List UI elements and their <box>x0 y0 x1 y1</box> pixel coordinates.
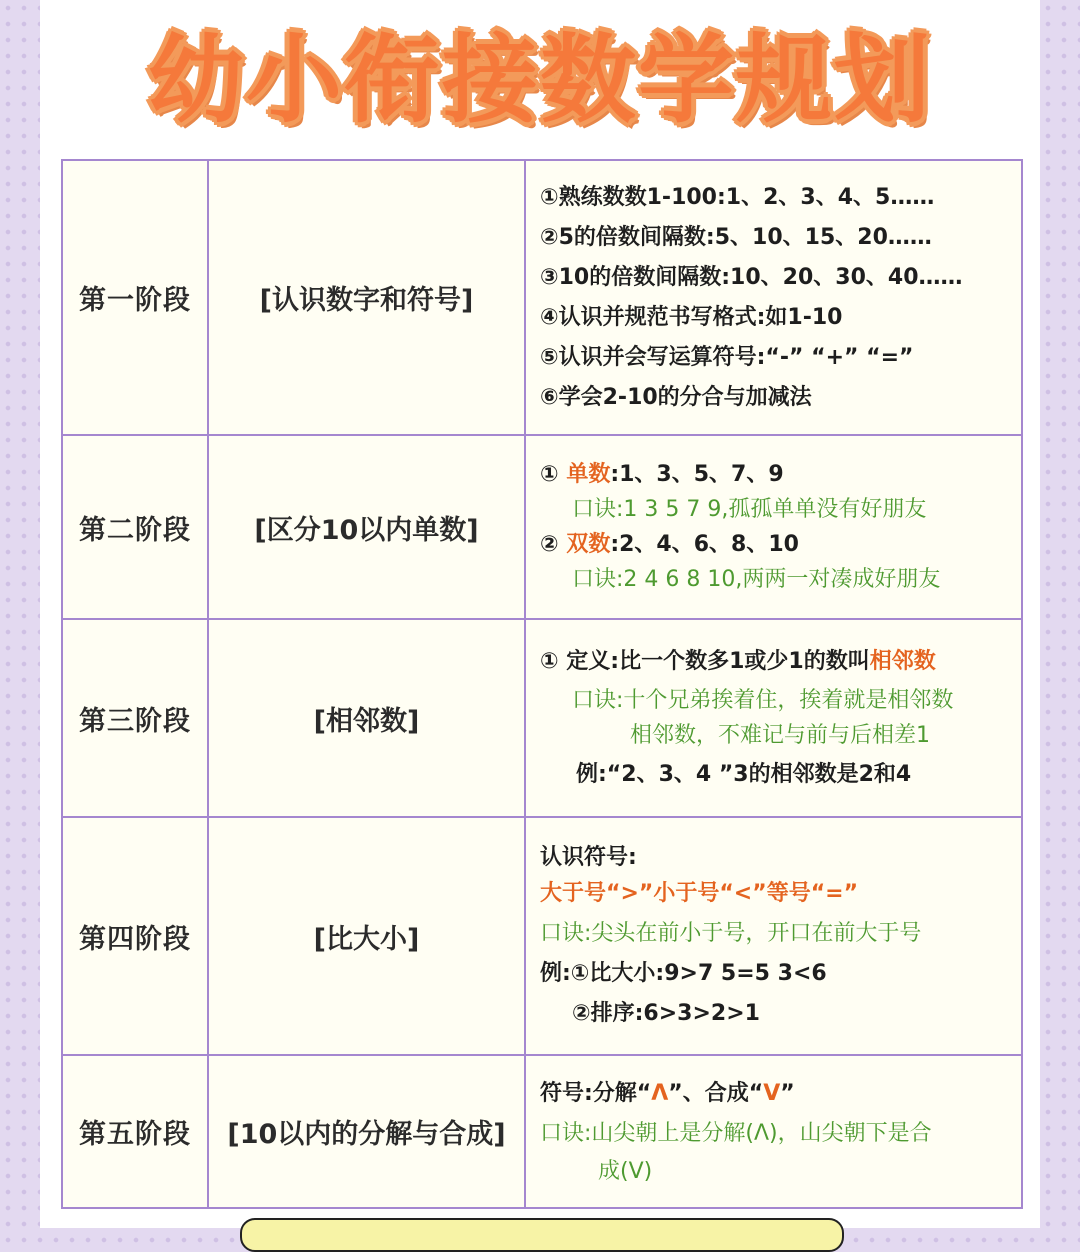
stage-details <box>525 435 1022 619</box>
odd-values: :1、3、5、7、9 <box>610 462 784 487</box>
merge-symbol: V <box>763 1081 781 1106</box>
page-title: 幼小衔接数学规划 <box>148 24 932 136</box>
detail-line <box>540 457 1011 492</box>
table-row <box>62 619 1022 817</box>
stage-topic: [比大小] <box>208 817 525 1055</box>
item-number: ① <box>540 462 559 487</box>
plan-table <box>61 159 1023 1209</box>
table-row <box>62 160 1022 435</box>
even-label: 双数 <box>566 532 611 557</box>
detail-line: 认识符号: <box>540 845 637 870</box>
odd-label: 单数 <box>566 462 611 487</box>
stage-label: 第三阶段 <box>62 619 208 817</box>
stage-details <box>525 817 1022 1055</box>
detail-line: ⑤认识并会写运算符号:“-” “+” “=” <box>540 344 914 370</box>
stage-topic: [相邻数] <box>208 619 525 817</box>
symbol-text: 符号:分解“ <box>540 1081 652 1106</box>
stage-details <box>525 160 1022 435</box>
stage-label: 第五阶段 <box>62 1055 208 1208</box>
rhyme-line: 口诀:尖头在前小于号，开口在前大于号 <box>540 921 922 946</box>
detail-line: ②5的倍数间隔数:5、10、15、20…… <box>540 224 932 250</box>
stage-label: 第二阶段 <box>62 435 208 619</box>
rhyme-line: 口诀:十个兄弟挨着住，挨着就是相邻数 <box>572 688 954 713</box>
rhyme-line: 口诀:1 3 5 7 9,孤孤单单没有好朋友 <box>572 497 927 522</box>
split-symbol: Λ <box>651 1081 669 1106</box>
detail-line <box>540 644 1011 679</box>
stage-topic: [10以内的分解与合成] <box>208 1055 525 1208</box>
detail-line: ④认识并规范书写格式:如1-10 <box>540 304 843 330</box>
detail-line <box>540 527 1011 562</box>
example-line: 例:“2、3、4 ”3的相邻数是2和4 <box>576 762 912 787</box>
definition-text: ① 定义:比一个数多1或少1的数叫 <box>540 649 870 674</box>
rhyme-line: 成(V) <box>598 1159 653 1184</box>
table-row <box>62 817 1022 1055</box>
symbols-line: 大于号“>”小于号“<”等号“=” <box>540 881 859 906</box>
detail-line: ③10的倍数间隔数:10、20、30、40…… <box>540 264 963 290</box>
stage-label: 第四阶段 <box>62 817 208 1055</box>
even-values: :2、4、6、8、10 <box>610 532 799 557</box>
table-row <box>62 1055 1022 1208</box>
detail-line: ①熟练数数1-100:1、2、3、4、5…… <box>540 184 935 210</box>
example-line: ②排序:6>3>2>1 <box>572 1001 760 1026</box>
detail-line: ⑥学会2-10的分合与加减法 <box>540 384 812 410</box>
rhyme-line: 口诀:2 4 6 8 10,两两一对凑成好朋友 <box>572 567 941 592</box>
symbol-text: ” <box>780 1081 795 1106</box>
example-line: 例:①比大小:9>7 5=5 3<6 <box>540 961 827 986</box>
stage-details <box>525 619 1022 817</box>
stage-topic: [认识数字和符号] <box>208 160 525 435</box>
stage-details <box>525 1055 1022 1208</box>
stage-label: 第一阶段 <box>62 160 208 435</box>
symbol-text: ”、合成“ <box>668 1081 764 1106</box>
rhyme-line: 相邻数，不难记与前与后相差1 <box>630 723 930 748</box>
stage-topic: [区分10以内单数] <box>208 435 525 619</box>
bottom-banner <box>240 1218 844 1252</box>
definition-term: 相邻数 <box>869 649 936 674</box>
table-row <box>62 435 1022 619</box>
item-number: ② <box>540 532 559 557</box>
rhyme-line: 口诀:山尖朝上是分解(Λ)，山尖朝下是合 <box>540 1121 932 1146</box>
detail-line <box>540 1074 1011 1114</box>
